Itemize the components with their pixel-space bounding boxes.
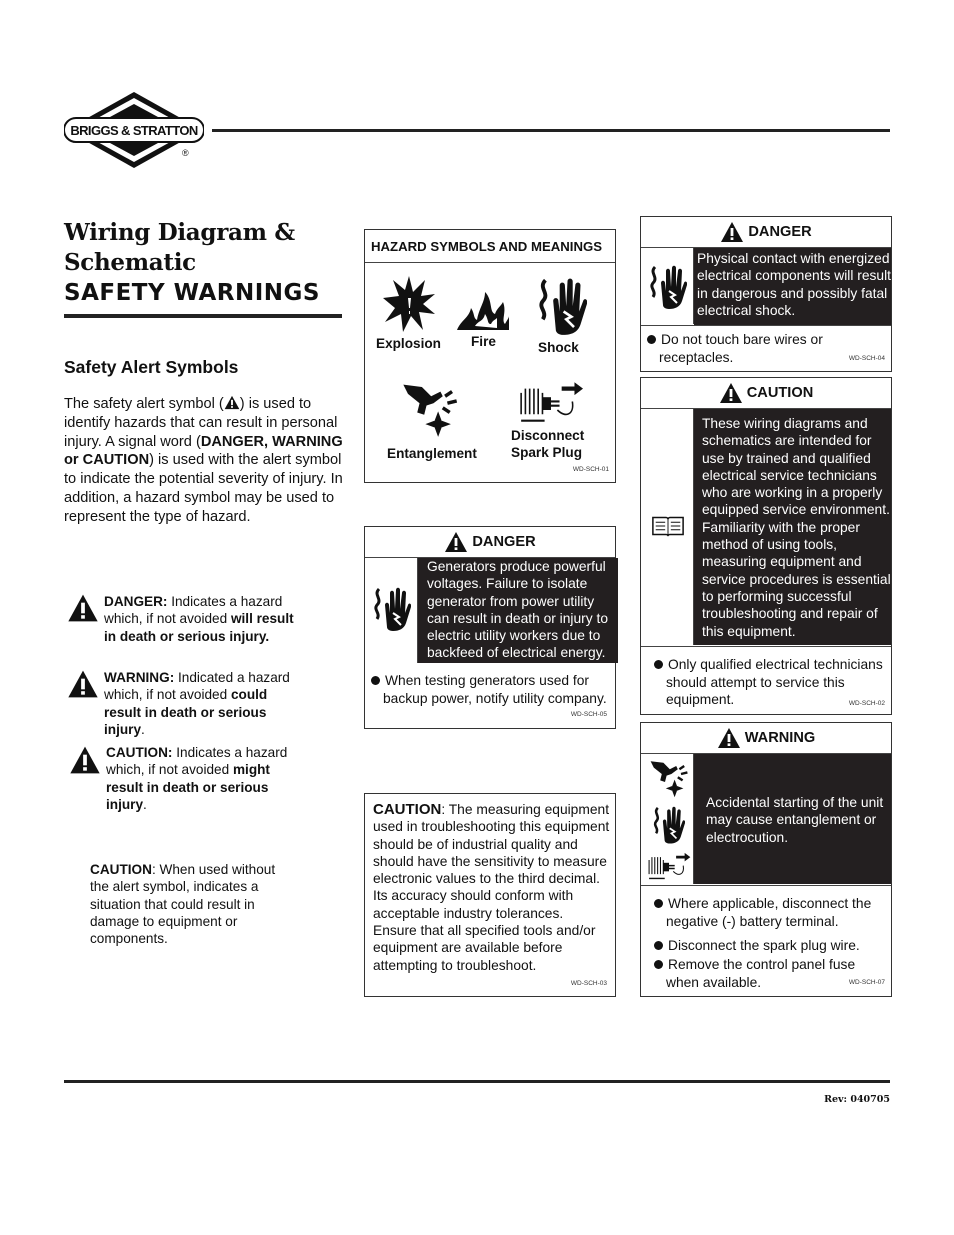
bullet-text: Remove the control panel fuse when available. <box>666 957 856 990</box>
title-line-3: SAFETY WARNINGS <box>64 280 320 306</box>
signal-word: DANGER <box>472 534 536 550</box>
danger-contact-box <box>640 216 892 372</box>
danger-contact-message: Physical contact with energized electrical components will result in dangerous and possibly fatal electrical shock. <box>694 248 891 326</box>
caution-note-text: : When used without the alert symbol, indicates a situation that could result in damage to equipment or components. <box>90 862 276 947</box>
bullet-dot <box>654 960 663 969</box>
manual-icon-cell <box>641 409 694 645</box>
logo-text: BRIGGS & STRATTON <box>70 123 198 138</box>
shock-icon <box>371 580 411 636</box>
caution-service-header <box>641 378 891 409</box>
hazard-box-heading: HAZARD SYMBOLS AND MEANINGS <box>365 230 615 263</box>
warning-start-code: WD-SCH-07 <box>848 979 885 986</box>
manual-book-icon <box>651 514 685 538</box>
danger-contact-code: WD-SCH-04 <box>848 355 885 362</box>
danger-bold: will result in death or serious injury. <box>104 611 294 644</box>
warning-alert-icon <box>67 669 99 699</box>
warning-start-box <box>640 722 892 997</box>
alert-triangle-icon <box>719 382 743 404</box>
caution-alert-icon <box>69 745 101 775</box>
hazard-icons-cell <box>641 754 694 884</box>
title-line-1: Wiring Diagram & <box>64 219 295 246</box>
bullet-dot <box>654 941 663 950</box>
danger-generator-message: Generators produce powerful voltages. Failure to isolate generator from power utility can result in death or injury to electric utility workers due to backfeed of electrical energy. <box>418 558 618 663</box>
alert-triangle-icon <box>720 221 744 243</box>
hazard-symbols-box <box>364 229 616 483</box>
warning-start-header <box>641 723 891 754</box>
safety-alert-heading: Safety Alert Symbols <box>64 357 239 377</box>
caution-service-message: These wiring diagrams and schematics are intended for use by trained and qualified electrical service technicians who are working in a properly equipped service environment. Familiarity with the proper method of using tools, measuring equipment and service procedures is essential to performing successful troubleshooting and repair of this equipment. <box>694 409 891 645</box>
header-rule <box>212 129 890 132</box>
caution-measuring-text <box>373 801 610 974</box>
divider <box>641 646 891 647</box>
warning-start-message: Accidental starting of the unit may cause entanglement or electrocution. <box>694 754 891 884</box>
entanglement-icon <box>649 758 689 798</box>
danger-text: Indicates a hazard which, if not avoided <box>104 594 283 627</box>
bullet-text: Do not touch bare wires or receptacles. <box>659 332 823 365</box>
para-text-3: ) is used with the alert symbol to indicate the potential severity of injury. In addition, a hazard symbol may be used to represent the type of hazard. <box>64 452 343 525</box>
alert-triangle-icon <box>444 531 468 553</box>
caution-service-code: WD-SCH-02 <box>848 700 885 707</box>
para-text-2: ) is used to identify hazards that can result in personal injury. A signal word ( <box>64 396 338 450</box>
bullet-dot <box>647 335 656 344</box>
caution-label: CAUTION: <box>106 745 173 760</box>
warning-start-bullet-2 <box>654 937 896 955</box>
shock-icon-cell <box>365 558 418 663</box>
bullet-dot <box>371 676 380 685</box>
fire-icon <box>455 290 511 332</box>
warning-start-bullet-3 <box>654 956 866 991</box>
caution-definition <box>106 744 298 813</box>
entanglement-icon <box>401 380 459 438</box>
spark-plug-icon <box>519 378 583 426</box>
title-rule <box>64 314 342 318</box>
divider <box>641 885 891 886</box>
caution-measuring-label: CAUTION <box>373 801 442 818</box>
bullet-dot <box>654 899 663 908</box>
caution-service-box <box>640 377 892 715</box>
fire-label: Fire <box>471 334 496 349</box>
caution-without-symbol-note <box>90 861 290 947</box>
shock-label: Shock <box>538 340 579 355</box>
shock-icon-cell <box>641 248 694 324</box>
para-signal-words: DANGER, WARNING or CAUTION <box>64 433 343 469</box>
warning-bold: could result in death or serious injury <box>104 687 268 737</box>
bullet-dot <box>654 660 663 669</box>
bullet-text: Disconnect the spark plug wire. <box>668 938 860 953</box>
alert-triangle-icon <box>717 727 741 749</box>
warning-definition <box>104 669 304 738</box>
signal-word: CAUTION <box>746 385 814 401</box>
signal-word: DANGER <box>748 224 812 240</box>
caution-bold: might result in death or serious injury <box>106 762 270 812</box>
title-line-2: Schematic <box>64 249 196 276</box>
safety-alert-paragraph <box>64 395 354 527</box>
signal-word: WARNING <box>744 730 816 746</box>
danger-generator-header <box>365 527 615 558</box>
footer-rule <box>64 1080 890 1083</box>
danger-generator-box <box>364 526 616 729</box>
para-text-1: The safety alert symbol ( <box>64 396 224 412</box>
disconnect-line-1: Disconnect <box>511 428 585 443</box>
entanglement-label: Entanglement <box>387 446 477 461</box>
caution-measuring-box <box>364 793 616 997</box>
bullet-text: Where applicable, disconnect the negative (-) battery terminal. <box>666 896 872 929</box>
danger-generator-bullet <box>371 672 623 707</box>
alert-triangle-icon <box>224 395 240 410</box>
warning-start-bullet-1 <box>654 895 896 930</box>
shock-icon <box>535 272 587 338</box>
caution-measuring-code: WD-SCH-03 <box>570 980 607 987</box>
bullet-text: When testing generators used for backup power, notify utility company. <box>383 673 607 706</box>
disconnect-line-2: Spark Plug <box>511 445 583 460</box>
caution-measuring-body: : The measuring equipment used in troubleshooting this equipment should be of industrial quality and should have the sensitivity to measure electronic values to the third decimal. Its accuracy should conform with acceptable industry tolerances. Ensure that all specified tools and/or equipment are available before attempting to troubleshoot. <box>373 802 610 973</box>
danger-generator-code: WD-SCH-05 <box>570 711 607 718</box>
caution-note-label: CAUTION <box>90 862 152 877</box>
danger-alert-icon <box>67 593 99 623</box>
caution-text: Indicates a hazard which, if not avoided <box>106 745 288 778</box>
spark-plug-icon <box>647 850 691 882</box>
page-title <box>64 218 364 308</box>
danger-definition <box>104 593 294 645</box>
danger-label: DANGER: <box>104 594 168 609</box>
danger-contact-header <box>641 217 891 248</box>
danger-contact-bullet <box>647 331 849 366</box>
revision-label: Rev: 040705 <box>824 1094 890 1105</box>
explosion-icon <box>381 274 437 334</box>
warning-text: Indicated a hazard which, if not avoided <box>104 670 290 703</box>
shock-icon <box>647 258 687 314</box>
explosion-label: Explosion <box>376 336 441 351</box>
disconnect-spark-plug-label <box>511 427 584 461</box>
warning-label: WARNING: <box>104 670 175 685</box>
divider <box>641 325 891 326</box>
briggs-stratton-logo <box>64 90 204 170</box>
caution-text-end: . <box>143 796 147 812</box>
shock-icon <box>651 802 685 846</box>
warning-text-end: . <box>141 721 145 737</box>
registered-mark: ® <box>182 148 189 158</box>
hazard-box-code: WD-SCH-01 <box>572 466 609 473</box>
bullet-text: Only qualified electrical technicians should attempt to service this equipment. <box>666 657 883 708</box>
